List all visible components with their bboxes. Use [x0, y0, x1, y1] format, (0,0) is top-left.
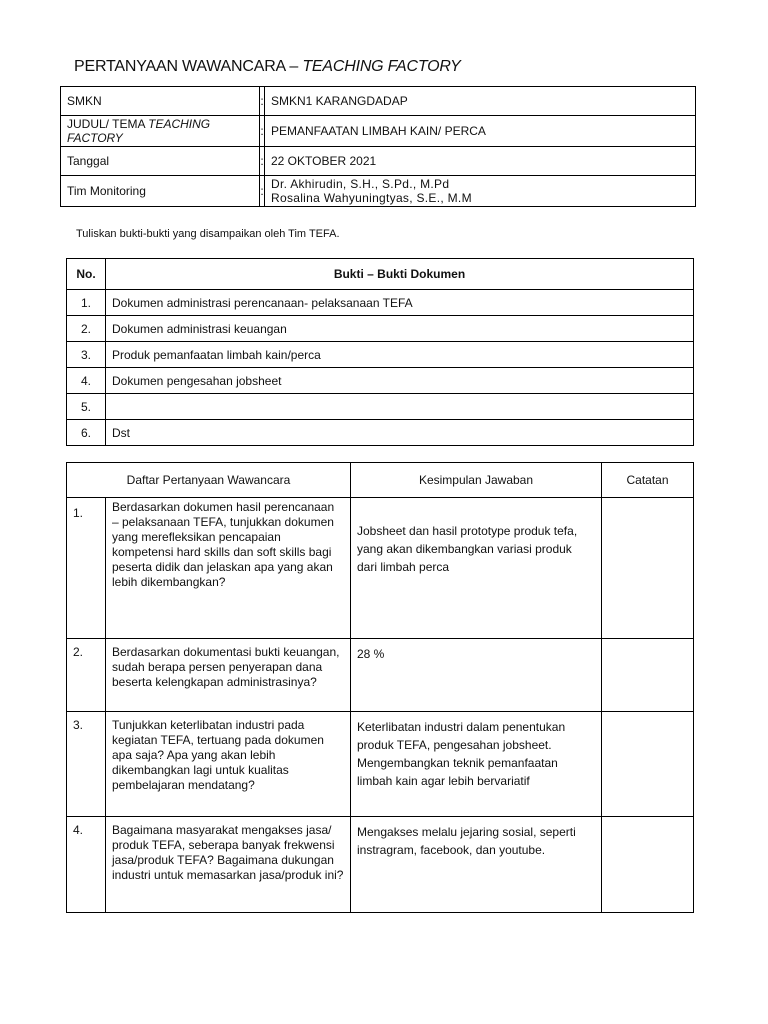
table-row	[67, 817, 694, 913]
info-value: 22 OKTOBER 2021	[265, 147, 696, 176]
info-row	[61, 116, 696, 147]
interview-note	[602, 817, 694, 913]
table-row	[67, 316, 694, 342]
info-label: Tanggal	[61, 147, 260, 176]
instruction-note: Tuliskan bukti-bukti yang disampaikan oleh Tim TEFA.	[76, 228, 340, 240]
interview-header-notes: Catatan	[602, 463, 694, 498]
interview-question: Berdasarkan dokumen hasil perencanaan – pelaksanaan TEFA, tunjukkan dokumen yang merefleksikan pencapaian kompetensi hard skills dan soft skills bagi peserta didik dan jelaskan apa yang akan lebih dikembangkan?	[106, 498, 351, 639]
info-table	[60, 86, 696, 207]
evidence-table	[66, 258, 694, 446]
title-plain: PERTANYAAN WAWANCARA –	[74, 58, 303, 75]
evidence-no: 3.	[67, 342, 106, 368]
info-row	[61, 176, 696, 207]
interview-question: Bagaimana masyarakat mengakses jasa/ produk TEFA, seberapa banyak frekwensi jasa/produk TEFA? Bagaimana dukungan industri untuk memasarkan jasa/produk ini?	[106, 817, 351, 913]
interview-header-questions: Daftar Pertanyaan Wawancara	[67, 463, 351, 498]
evidence-text	[106, 394, 694, 420]
table-row	[67, 498, 694, 639]
info-separator: :	[260, 176, 265, 207]
evidence-text: Produk pemanfaatan limbah kain/perca	[106, 342, 694, 368]
evidence-no: 4.	[67, 368, 106, 394]
info-value: SMKN1 KARANGDADAP	[265, 87, 696, 116]
evidence-no: 2.	[67, 316, 106, 342]
interview-answer: Keterlibatan industri dalam penentukan produk TEFA, pengesahan jobsheet. Mengembangkan teknik pemanfaatan limbah kain agar lebih bervariatif	[351, 712, 602, 817]
interview-no: 3.	[67, 712, 106, 817]
interview-question: Berdasarkan dokumentasi bukti keuangan, sudah berapa persen penyerapan dana beserta kelengkapan administrasinya?	[106, 639, 351, 712]
interview-question: Tunjukkan keterlibatan industri pada kegiatan TEFA, tertuang pada dokumen apa saja? Apa yang akan lebih dikembangkan lagi untuk kualitas pembelajaran mendatang?	[106, 712, 351, 817]
info-label: Tim Monitoring	[61, 176, 260, 207]
evidence-header-doc: Bukti – Bukti Dokumen	[106, 259, 694, 290]
table-row	[67, 368, 694, 394]
interview-no: 1.	[67, 498, 106, 639]
interview-note	[602, 498, 694, 639]
table-row	[67, 342, 694, 368]
evidence-text: Dst	[106, 420, 694, 446]
info-row	[61, 87, 696, 116]
table-row	[67, 712, 694, 817]
info-label: JUDUL/ TEMA TEACHING FACTORY	[61, 116, 260, 147]
evidence-text: Dokumen pengesahan jobsheet	[106, 368, 694, 394]
interview-header-answers: Kesimpulan Jawaban	[351, 463, 602, 498]
info-row	[61, 147, 696, 176]
evidence-header-row	[67, 259, 694, 290]
evidence-text: Dokumen administrasi perencanaan- pelaksanaan TEFA	[106, 290, 694, 316]
info-separator: :	[260, 147, 265, 176]
table-row	[67, 290, 694, 316]
interview-no: 4.	[67, 817, 106, 913]
interview-header-row	[67, 463, 694, 498]
page-title	[74, 58, 461, 76]
evidence-no: 1.	[67, 290, 106, 316]
table-row	[67, 394, 694, 420]
info-value: PEMANFAATAN LIMBAH KAIN/ PERCA	[265, 116, 696, 147]
evidence-no: 5.	[67, 394, 106, 420]
interview-answer: Jobsheet dan hasil prototype produk tefa, yang akan dikembangkan variasi produk dari limbah perca	[351, 498, 602, 639]
evidence-no: 6.	[67, 420, 106, 446]
table-row	[67, 639, 694, 712]
info-label: SMKN	[61, 87, 260, 116]
interview-answer: 28 %	[351, 639, 602, 712]
interview-no: 2.	[67, 639, 106, 712]
interview-note	[602, 639, 694, 712]
evidence-header-no: No.	[67, 259, 106, 290]
table-row	[67, 420, 694, 446]
info-value: Dr. Akhirudin, S.H., S.Pd., M.Pd Rosalina Wahyuningtyas, S.E., M.M	[265, 176, 696, 207]
interview-table	[66, 462, 694, 913]
info-separator: :	[260, 116, 265, 147]
interview-answer: Mengakses melalu jejaring sosial, seperti instragram, facebook, dan youtube.	[351, 817, 602, 913]
interview-note	[602, 712, 694, 817]
info-separator: :	[260, 87, 265, 116]
evidence-text: Dokumen administrasi keuangan	[106, 316, 694, 342]
title-italic: TEACHING FACTORY	[302, 58, 461, 75]
